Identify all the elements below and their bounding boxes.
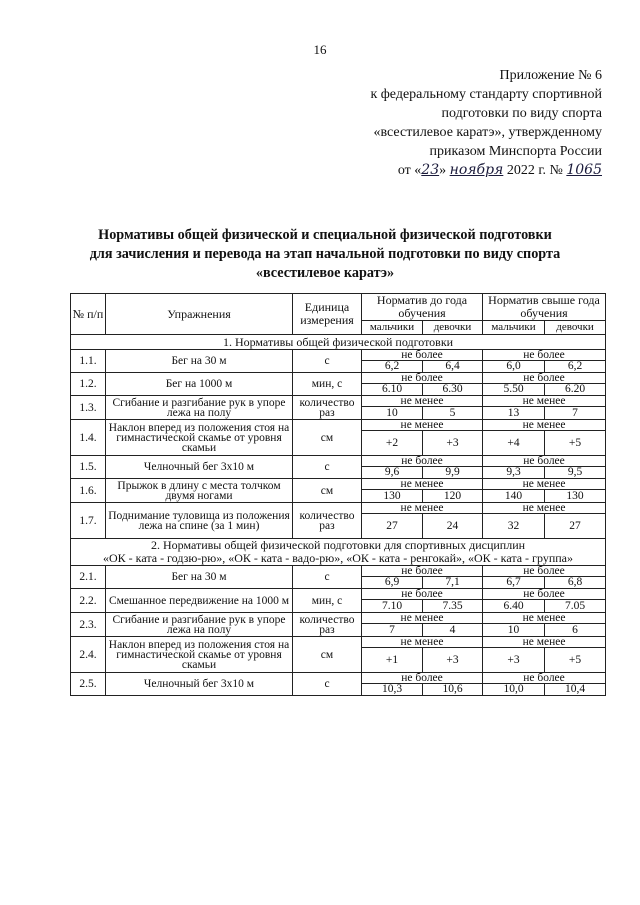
value-boys-before: +2 bbox=[362, 431, 423, 456]
exercise-name: Наклон вперед из положения стоя на гимнастической скамье от уровня скамьи bbox=[106, 420, 293, 456]
value-girls-before: 4 bbox=[423, 624, 483, 637]
value-boys-before: 9,6 bbox=[362, 467, 423, 479]
limit-caption: не более bbox=[483, 566, 606, 577]
row-number: 2.2. bbox=[71, 589, 106, 613]
unit: см bbox=[293, 420, 362, 456]
value-girls-over: 6.20 bbox=[545, 384, 606, 396]
table-row bbox=[71, 396, 606, 407]
table-row bbox=[71, 613, 606, 624]
value-girls-over: 7 bbox=[545, 407, 606, 420]
section-title: «ОК - ката - годзю-рю», «ОК - ката - вадо-рю», «ОК - ката - ренгокай», «ОК - ката - группа» bbox=[103, 551, 573, 565]
limit-caption: не более bbox=[483, 456, 606, 467]
appendix-line: к федеральному стандарту спортивной bbox=[370, 87, 602, 102]
limit-caption: не менее bbox=[483, 503, 606, 514]
header-num: № п/п bbox=[71, 294, 106, 335]
row-number: 1.1. bbox=[71, 350, 106, 373]
row-number: 1.4. bbox=[71, 420, 106, 456]
norms-table-body bbox=[71, 335, 606, 696]
document-title bbox=[60, 226, 590, 283]
header-unit: Единица измерения bbox=[293, 294, 362, 335]
appendix-line: подготовки по виду спорта bbox=[441, 106, 602, 121]
section-title: 2. Нормативы общей физической подготовки для спортивных дисциплин bbox=[150, 538, 526, 552]
limit-caption: не более bbox=[362, 456, 483, 467]
appendix-date-line bbox=[302, 161, 602, 180]
value-boys-before: +1 bbox=[362, 648, 423, 673]
limit-caption: не более bbox=[483, 673, 606, 684]
unit: количество раз bbox=[293, 613, 362, 637]
row-number: 1.6. bbox=[71, 479, 106, 503]
value-boys-before: 6.10 bbox=[362, 384, 423, 396]
unit: мин, с bbox=[293, 589, 362, 613]
value-boys-before: 6,2 bbox=[362, 361, 423, 373]
limit-caption: не менее bbox=[483, 613, 606, 624]
limit-caption: не более bbox=[483, 589, 606, 600]
row-number: 2.4. bbox=[71, 637, 106, 673]
unit: количество раз bbox=[293, 503, 362, 539]
value-boys-over: 13 bbox=[483, 407, 545, 420]
exercise-name: Бег на 30 м bbox=[106, 350, 293, 373]
limit-caption: не менее bbox=[362, 637, 483, 648]
header-exercise: Упражнения bbox=[106, 294, 293, 335]
value-girls-before: +3 bbox=[423, 648, 483, 673]
exercise-name: Смешанное передвижение на 1000 м bbox=[106, 589, 293, 613]
title-line: «всестилевое каратэ» bbox=[255, 265, 395, 281]
unit: количество раз bbox=[293, 396, 362, 420]
limit-caption: не менее bbox=[362, 479, 483, 490]
value-boys-over: +3 bbox=[483, 648, 545, 673]
limit-caption: не менее bbox=[362, 613, 483, 624]
limit-caption: не менее bbox=[483, 420, 606, 431]
unit: с bbox=[293, 673, 362, 696]
header-boys: мальчики bbox=[483, 321, 545, 335]
table-row bbox=[71, 673, 606, 684]
appendix-header bbox=[302, 66, 602, 180]
value-girls-before: 6,4 bbox=[423, 361, 483, 373]
date-day-handwritten: 23 bbox=[421, 162, 440, 178]
section-header bbox=[71, 539, 606, 566]
value-boys-over: 6,7 bbox=[483, 577, 545, 589]
page-number: 16 bbox=[313, 42, 327, 57]
limit-caption: не более bbox=[362, 566, 483, 577]
row-number: 2.5. bbox=[71, 673, 106, 696]
limit-caption: не менее bbox=[483, 479, 606, 490]
table-row bbox=[71, 637, 606, 648]
value-boys-over: 10,0 bbox=[483, 684, 545, 696]
header-over-year: Норматив свыше года обучения bbox=[483, 294, 606, 321]
date-prefix: от « bbox=[397, 163, 422, 178]
exercise-name: Поднимание туловища из положения лежа на спине (за 1 мин) bbox=[106, 503, 293, 539]
title-line: Нормативы общей физической и специальной физической подготовки bbox=[98, 227, 552, 243]
value-boys-over: +4 bbox=[483, 431, 545, 456]
date-month-handwritten: ноября bbox=[449, 162, 504, 178]
row-number: 2.1. bbox=[71, 566, 106, 589]
row-number: 1.5. bbox=[71, 456, 106, 479]
value-boys-before: 7 bbox=[362, 624, 423, 637]
value-boys-over: 6,0 bbox=[483, 361, 545, 373]
table-row bbox=[71, 589, 606, 600]
exercise-name: Сгибание и разгибание рук в упоре лежа на полу bbox=[106, 396, 293, 420]
exercise-name: Бег на 30 м bbox=[106, 566, 293, 589]
limit-caption: не более bbox=[362, 589, 483, 600]
value-girls-over: 130 bbox=[545, 490, 606, 503]
table-row bbox=[71, 456, 606, 467]
unit: см bbox=[293, 637, 362, 673]
title-line: для зачисления и перевода на этап начальной подготовки по виду спорта bbox=[89, 246, 561, 262]
appendix-title: Приложение № 6 bbox=[499, 68, 602, 83]
header-girls: девочки bbox=[423, 321, 483, 335]
norms-table bbox=[70, 293, 606, 696]
value-girls-before: 7.35 bbox=[423, 600, 483, 613]
limit-caption: не менее bbox=[362, 503, 483, 514]
value-boys-over: 32 bbox=[483, 514, 545, 539]
limit-caption: не более bbox=[483, 350, 606, 361]
date-year: 2022 г. № bbox=[503, 163, 567, 178]
table-row bbox=[71, 373, 606, 384]
value-boys-over: 10 bbox=[483, 624, 545, 637]
value-girls-over: 6,8 bbox=[545, 577, 606, 589]
row-number: 1.3. bbox=[71, 396, 106, 420]
value-boys-before: 10,3 bbox=[362, 684, 423, 696]
value-girls-over: 27 bbox=[545, 514, 606, 539]
limit-caption: не более bbox=[483, 373, 606, 384]
order-number-handwritten: 1065 bbox=[566, 162, 602, 178]
value-girls-before: 10,6 bbox=[423, 684, 483, 696]
exercise-name: Челночный бег 3х10 м bbox=[106, 673, 293, 696]
value-girls-over: 9,5 bbox=[545, 467, 606, 479]
limit-caption: не менее bbox=[362, 420, 483, 431]
appendix-line: «всестилевое каратэ», утвержденному bbox=[373, 125, 602, 140]
exercise-name: Прыжок в длину с места толчком двумя ногами bbox=[106, 479, 293, 503]
value-girls-over: +5 bbox=[545, 431, 606, 456]
table-row bbox=[71, 503, 606, 514]
value-boys-over: 9,3 bbox=[483, 467, 545, 479]
row-number: 2.3. bbox=[71, 613, 106, 637]
limit-caption: не менее bbox=[483, 637, 606, 648]
value-girls-over: 6,2 bbox=[545, 361, 606, 373]
table-row bbox=[71, 350, 606, 361]
exercise-name: Наклон вперед из положения стоя на гимнастической скамье от уровня скамьи bbox=[106, 637, 293, 673]
section-header bbox=[71, 335, 606, 350]
value-girls-over: 6 bbox=[545, 624, 606, 637]
value-boys-over: 6.40 bbox=[483, 600, 545, 613]
value-boys-over: 140 bbox=[483, 490, 545, 503]
header-girls: девочки bbox=[545, 321, 606, 335]
value-girls-over: +5 bbox=[545, 648, 606, 673]
row-number: 1.2. bbox=[71, 373, 106, 396]
value-girls-before: 24 bbox=[423, 514, 483, 539]
value-boys-before: 27 bbox=[362, 514, 423, 539]
table-row bbox=[71, 479, 606, 490]
value-girls-over: 7.05 bbox=[545, 600, 606, 613]
limit-caption: не более bbox=[362, 373, 483, 384]
unit: см bbox=[293, 479, 362, 503]
value-boys-before: 10 bbox=[362, 407, 423, 420]
value-girls-before: 5 bbox=[423, 407, 483, 420]
exercise-name: Челночный бег 3х10 м bbox=[106, 456, 293, 479]
unit: с bbox=[293, 456, 362, 479]
exercise-name: Сгибание и разгибание рук в упоре лежа на полу bbox=[106, 613, 293, 637]
value-girls-before: 7,1 bbox=[423, 577, 483, 589]
limit-caption: не менее bbox=[483, 396, 606, 407]
limit-caption: не более bbox=[362, 673, 483, 684]
limit-caption: не более bbox=[362, 350, 483, 361]
value-girls-before: +3 bbox=[423, 431, 483, 456]
value-boys-over: 5.50 bbox=[483, 384, 545, 396]
section-row bbox=[71, 539, 606, 566]
value-boys-before: 6,9 bbox=[362, 577, 423, 589]
unit: мин, с bbox=[293, 373, 362, 396]
value-boys-before: 130 bbox=[362, 490, 423, 503]
appendix-line: приказом Минспорта России bbox=[429, 144, 602, 159]
limit-caption: не менее bbox=[362, 396, 483, 407]
value-girls-before: 9,9 bbox=[423, 467, 483, 479]
date-mid: » bbox=[439, 163, 450, 178]
table-row bbox=[71, 566, 606, 577]
value-boys-before: 7.10 bbox=[362, 600, 423, 613]
section-row bbox=[71, 335, 606, 350]
unit: с bbox=[293, 350, 362, 373]
header-boys: мальчики bbox=[362, 321, 423, 335]
exercise-name: Бег на 1000 м bbox=[106, 373, 293, 396]
header-before-year: Норматив до года обучения bbox=[362, 294, 483, 321]
row-number: 1.7. bbox=[71, 503, 106, 539]
value-girls-before: 6.30 bbox=[423, 384, 483, 396]
section-title: 1. Нормативы общей физической подготовки bbox=[222, 334, 454, 349]
table-row bbox=[71, 420, 606, 431]
value-girls-before: 120 bbox=[423, 490, 483, 503]
unit: с bbox=[293, 566, 362, 589]
value-girls-over: 10,4 bbox=[545, 684, 606, 696]
